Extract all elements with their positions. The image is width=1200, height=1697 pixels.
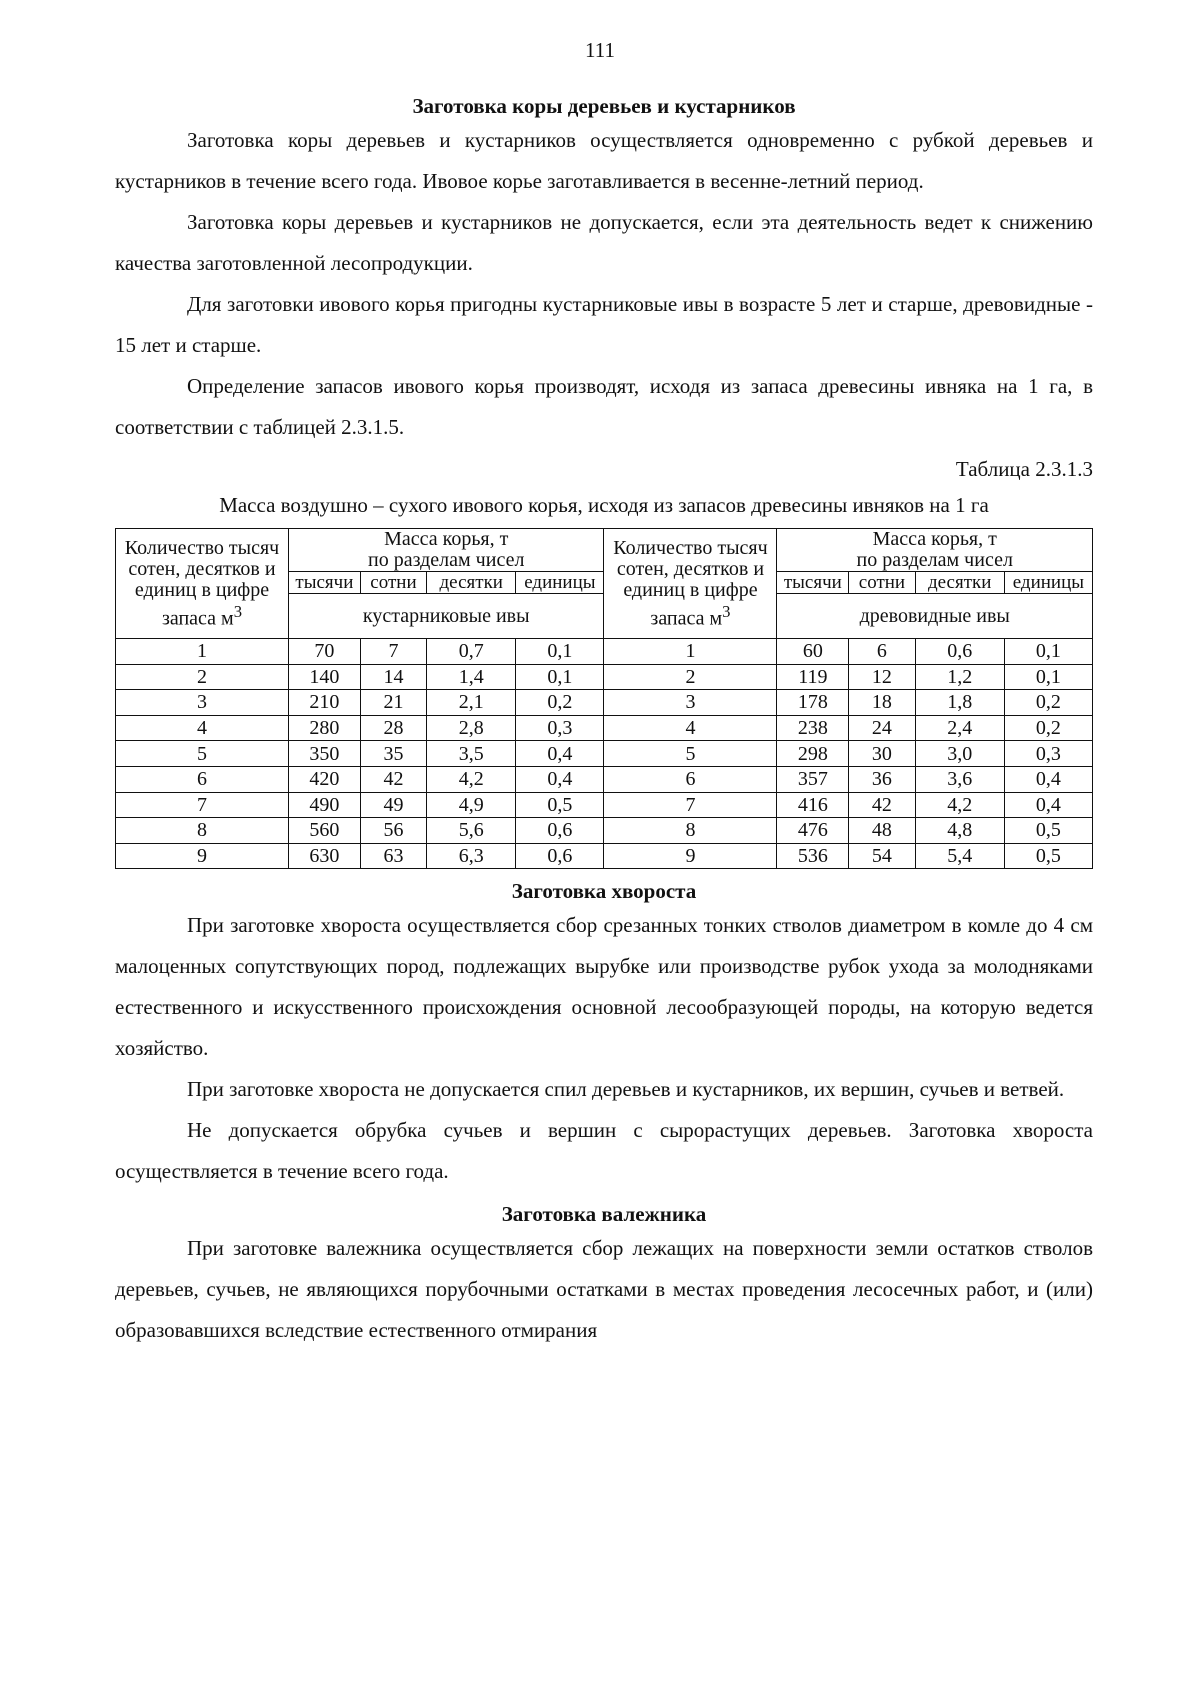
table-cell: 238 — [777, 715, 849, 741]
paragraph: Определение запасов ивового корья производят, исходя из запаса древесины ивняка на 1 га, в соответствии с таблицей 2.3.1.5. — [115, 374, 1093, 439]
paragraph: При заготовке хвороста осуществляется сбор срезанных тонких стволов диаметром в комле до 4 см малоценных сопутствующих пород, подлежащих вырубке или производстве рубок ухода за молодняками естественного и искусственного происхождения основной лесообразующей породы, на которую ведется хозяйство. — [115, 913, 1093, 1061]
header-mass-right: Масса корья, т по разделам чисел — [777, 529, 1093, 572]
table-cell: 357 — [777, 766, 849, 792]
table-cell: 0,1 — [1004, 664, 1092, 690]
table-cell: 30 — [849, 741, 915, 767]
table-cell: 6 — [116, 766, 289, 792]
subheader-units: единицы — [516, 572, 604, 594]
table-cell: 48 — [849, 818, 915, 844]
table-cell: 140 — [288, 664, 360, 690]
section-title-brushwood: Заготовка хвороста — [511, 879, 697, 904]
table-cell: 0,1 — [1004, 639, 1092, 665]
table-caption: Масса воздушно – сухого ивового корья, исходя из запасов древесины ивняков на 1 га — [219, 493, 989, 517]
table-cell: 42 — [849, 792, 915, 818]
table-cell: 210 — [288, 690, 360, 716]
table-cell: 298 — [777, 741, 849, 767]
subheader-thousands: тысячи — [288, 572, 360, 594]
table-cell: 0,5 — [1004, 818, 1092, 844]
table-cell: 1,2 — [915, 664, 1004, 690]
subheader-units: единицы — [1004, 572, 1092, 594]
table-cell: 70 — [288, 639, 360, 665]
table-cell: 280 — [288, 715, 360, 741]
table-cell: 28 — [360, 715, 426, 741]
table-row — [116, 690, 1093, 716]
table-cell: 0,6 — [915, 639, 1004, 665]
table-cell: 42 — [360, 766, 426, 792]
table-cell: 63 — [360, 843, 426, 869]
table-cell: 7 — [116, 792, 289, 818]
table-cell: 9 — [604, 843, 777, 869]
table-cell: 2 — [116, 664, 289, 690]
table-cell: 21 — [360, 690, 426, 716]
table-cell: 3 — [116, 690, 289, 716]
table-cell: 3,5 — [427, 741, 516, 767]
table-cell: 0,5 — [516, 792, 604, 818]
table-cell: 5,6 — [427, 818, 516, 844]
table-cell: 6 — [849, 639, 915, 665]
table-row — [116, 715, 1093, 741]
table-cell: 630 — [288, 843, 360, 869]
group-tree-willows: древовидные ивы — [777, 594, 1093, 639]
table-cell: 350 — [288, 741, 360, 767]
table-cell: 7 — [604, 792, 777, 818]
table-cell: 4,2 — [427, 766, 516, 792]
paragraph: Заготовка коры деревьев и кустарников не допускается, если эта деятельность ведет к снижению качества заготовленной лесопродукции. — [115, 210, 1093, 275]
table-cell: 119 — [777, 664, 849, 690]
table-number: Таблица 2.3.1.3 — [955, 457, 1093, 481]
table-cell: 56 — [360, 818, 426, 844]
table-cell: 4,2 — [915, 792, 1004, 818]
table-cell: 36 — [849, 766, 915, 792]
table-cell: 4 — [604, 715, 777, 741]
paragraph: При заготовке хвороста не допускается спил деревьев и кустарников, их вершин, сучьев и ветвей. — [187, 1077, 1065, 1102]
table-cell: 0,6 — [516, 843, 604, 869]
table-cell: 6 — [604, 766, 777, 792]
table-cell: 0,2 — [1004, 690, 1092, 716]
table-cell: 6,3 — [427, 843, 516, 869]
table-cell: 12 — [849, 664, 915, 690]
table-row — [116, 664, 1093, 690]
table-cell: 0,6 — [516, 818, 604, 844]
table-cell: 4 — [116, 715, 289, 741]
table-cell: 3,0 — [915, 741, 1004, 767]
header-quantity-right: Количество тысяч сотен, десятков и единиц в цифре запаса $м^3$ — [604, 529, 777, 639]
section-title-bark: Заготовка коры деревьев и кустарников — [412, 94, 796, 118]
table-cell: 5,4 — [915, 843, 1004, 869]
table-cell: 536 — [777, 843, 849, 869]
table-cell: 0,3 — [516, 715, 604, 741]
table-cell: 0,2 — [1004, 715, 1092, 741]
table-row — [116, 639, 1093, 665]
table-cell: 1,4 — [427, 664, 516, 690]
subheader-tens: десятки — [427, 572, 516, 594]
table-cell: 4,8 — [915, 818, 1004, 844]
bark-mass-table — [115, 528, 1093, 869]
table-cell: 490 — [288, 792, 360, 818]
table-cell: 9 — [116, 843, 289, 869]
table-row — [116, 792, 1093, 818]
table-row — [116, 741, 1093, 767]
table-cell: 2,8 — [427, 715, 516, 741]
table-cell: 14 — [360, 664, 426, 690]
table-cell: 0,2 — [516, 690, 604, 716]
table-cell: 0,3 — [1004, 741, 1092, 767]
table-cell: 560 — [288, 818, 360, 844]
table-cell: 8 — [116, 818, 289, 844]
table-row — [116, 766, 1093, 792]
section-title-deadwood: Заготовка валежника — [501, 1202, 707, 1227]
table-cell: 1 — [116, 639, 289, 665]
page-content — [115, 92, 1093, 1351]
table-cell: 0,4 — [516, 766, 604, 792]
table-cell: 3,6 — [915, 766, 1004, 792]
subheader-tens: десятки — [915, 572, 1004, 594]
table-cell: 178 — [777, 690, 849, 716]
table-cell: 1,8 — [915, 690, 1004, 716]
subheader-hundreds: сотни — [849, 572, 915, 594]
table-cell: 54 — [849, 843, 915, 869]
table-cell: 49 — [360, 792, 426, 818]
table-cell: 0,5 — [1004, 843, 1092, 869]
table-cell: 2,4 — [915, 715, 1004, 741]
table-row — [116, 843, 1093, 869]
table-cell: 2 — [604, 664, 777, 690]
table-cell: 0,4 — [1004, 766, 1092, 792]
table-row — [116, 818, 1093, 844]
table-cell: 0,1 — [516, 639, 604, 665]
table-cell: 416 — [777, 792, 849, 818]
table-cell: 35 — [360, 741, 426, 767]
paragraph: Для заготовки ивового корья пригодны кустарниковые ивы в возрасте 5 лет и старше, древовидные - 15 лет и старше. — [115, 292, 1093, 357]
table-cell: 3 — [604, 690, 777, 716]
table-cell: 5 — [116, 741, 289, 767]
table-cell: 476 — [777, 818, 849, 844]
table-cell: 420 — [288, 766, 360, 792]
table-cell: 1 — [604, 639, 777, 665]
subheader-thousands: тысячи — [777, 572, 849, 594]
group-shrub-willows: кустарниковые ивы — [288, 594, 603, 639]
table-cell: 0,7 — [427, 639, 516, 665]
table-cell: 2,1 — [427, 690, 516, 716]
table-cell: 60 — [777, 639, 849, 665]
table-cell: 0,1 — [516, 664, 604, 690]
header-quantity-left: Количество тысяч сотен, десятков и единиц в цифре запаса $м^3$ — [116, 529, 289, 639]
page-number: 111 — [585, 38, 615, 62]
table-cell: 18 — [849, 690, 915, 716]
table-cell: 5 — [604, 741, 777, 767]
paragraph: При заготовке валежника осуществляется сбор лежащих на поверхности земли остатков стволов деревьев, сучьев, не являющихся порубочными остатками в местах проведения лесосечных работ, и (или) образовавшихся вследствие естественного отмирания — [115, 1236, 1093, 1343]
table-cell: 24 — [849, 715, 915, 741]
table-cell: 7 — [360, 639, 426, 665]
paragraph: Заготовка коры деревьев и кустарников осуществляется одновременно с рубкой деревьев и кустарников в течение всего года. Ивовое корье заготавливается в весенне-летний период. — [115, 128, 1093, 193]
header-mass-left: Масса корья, т по разделам чисел — [288, 529, 603, 572]
table-cell: 0,4 — [516, 741, 604, 767]
paragraph: Не допускается обрубка сучьев и вершин с сырорастущих деревьев. Заготовка хвороста осуществляется в течение всего года. — [115, 1118, 1093, 1184]
table-cell: 4,9 — [427, 792, 516, 818]
table-cell: 0,4 — [1004, 792, 1092, 818]
subheader-hundreds: сотни — [360, 572, 426, 594]
table-cell: 8 — [604, 818, 777, 844]
